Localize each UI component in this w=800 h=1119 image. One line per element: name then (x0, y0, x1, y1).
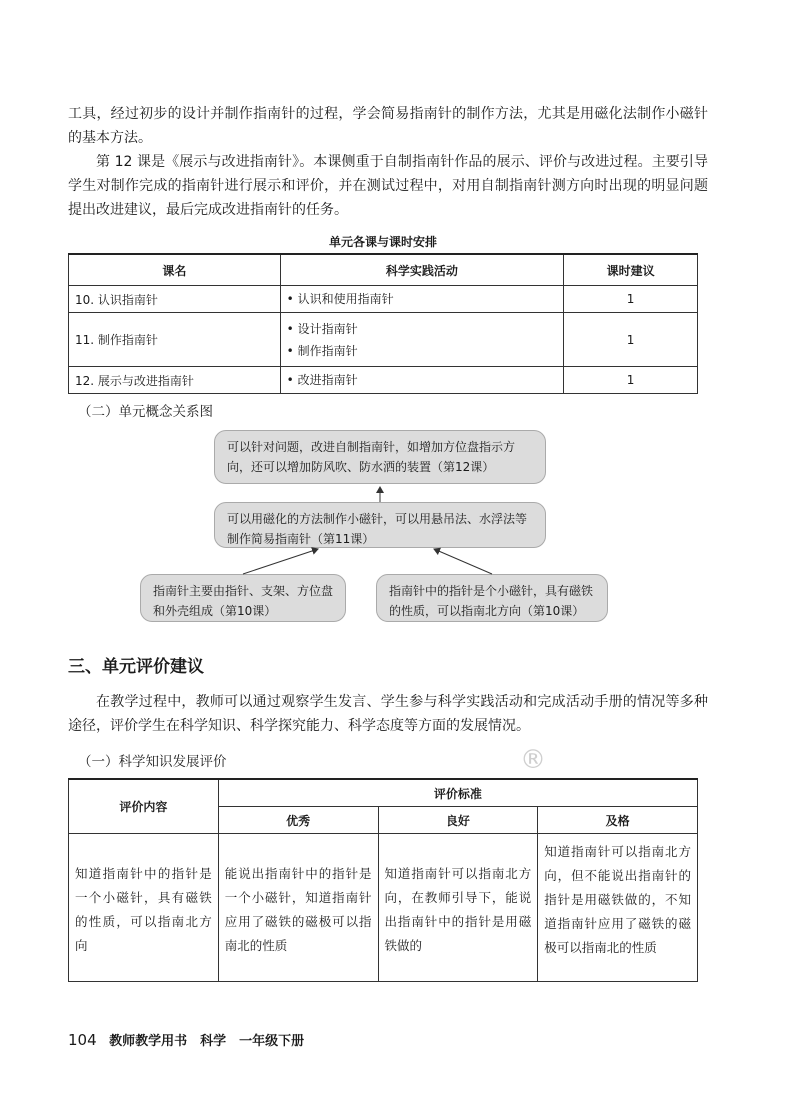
intro-paragraph-2: 第 12 课是《展示与改进指南针》。本课侧重于自制指南针作品的展示、评价与改进过程。主要引导学生对制作完成的指南针进行展示和评价，并在测试过程中，对用自制指南针测方向时出现的明显问题提出改进建议，最后完成改进指南针的任务。 (68, 154, 708, 218)
header-hours: 课时建议 (564, 254, 698, 286)
eval-subheading: （一）科学知识发展评价 (78, 754, 227, 770)
page-footer (68, 1030, 304, 1049)
header-lesson: 课名 (69, 254, 281, 286)
schedule-table-caption: 单元各课与课时安排 (328, 235, 437, 249)
level-excellent: 优秀 (218, 807, 378, 834)
header-activity: 科学实践活动 (280, 254, 564, 286)
level-good: 良好 (378, 807, 538, 834)
lesson-hours: 1 (564, 313, 698, 367)
lesson-hours: 1 (564, 367, 698, 394)
page-number: 104 (68, 1031, 97, 1049)
table-row (69, 834, 698, 982)
section-title: 三、单元评价建议 (68, 657, 204, 677)
lesson-activity: • 认识和使用指南针 (280, 286, 564, 313)
concept-box-top: 可以针对问题，改进自制指南针，如增加方位盘指示方向，还可以增加防风吹、防水洒的装置（第12课） (214, 430, 546, 484)
eval-excellent-cell: 能说出指南针中的指针是一个小磁针，知道指南针应用了磁铁的磁极可以指南北的性质 (218, 834, 378, 982)
header-content: 评价内容 (69, 779, 219, 834)
level-pass: 及格 (538, 807, 698, 834)
concept-box-right: 指南针中的指针是个小磁针，具有磁铁的性质，可以指南北方向（第10课） (376, 574, 608, 622)
concept-box-left: 指南针主要由指针、支架、方位盘和外壳组成（第10课） (140, 574, 346, 622)
lesson-name: 10. 认识指南针 (69, 286, 281, 313)
lesson-activity: • 改进指南针 (280, 367, 564, 394)
arrow-left-to-middle (243, 549, 318, 574)
eval-content-cell: 知道指南针中的指针是一个小磁针，具有磁铁的性质，可以指南北方向 (69, 834, 219, 982)
header-standard: 评价标准 (218, 779, 697, 807)
lesson-name: 12. 展示与改进指南针 (69, 367, 281, 394)
lesson-name: 11. 制作指南针 (69, 313, 281, 367)
lesson-hours: 1 (564, 286, 698, 313)
activity-item: • 设计指南针 (286, 321, 358, 336)
registered-mark: ® (520, 745, 546, 775)
evaluation-table (68, 778, 698, 982)
eval-pass-cell: 知道指南针可以指南北方向，但不能说出指南针的指针是用磁铁做的，不知道指南针应用了磁铁的磁极可以指南北的性质 (538, 834, 698, 982)
concept-box-middle: 可以用磁化的方法制作小磁针，可以用悬吊法、水浮法等制作简易指南针（第11课） (214, 502, 546, 548)
eval-header-row (69, 779, 698, 807)
concept-map-heading: （二）单元概念关系图 (78, 404, 213, 420)
intro-paragraph-1: 工具，经过初步的设计并制作指南针的过程，学会简易指南针的制作方法，尤其是用磁化法制作小磁针的基本方法。 (68, 106, 708, 146)
eval-good-cell: 知道指南针可以指南北方向，在教师引导下，能说出指南针中的指针是用磁铁做的 (378, 834, 538, 982)
arrow-right-to-middle (434, 549, 492, 574)
section-paragraph: 在教学过程中，教师可以通过观察学生发言、学生参与科学实践活动和完成活动手册的情况等多种途径，评价学生在科学知识、科学探究能力、科学态度等方面的发展情况。 (68, 694, 708, 734)
activity-item: • 制作指南针 (286, 343, 358, 358)
book-title: 教师教学用书 科学 一年级下册 (109, 1034, 305, 1049)
